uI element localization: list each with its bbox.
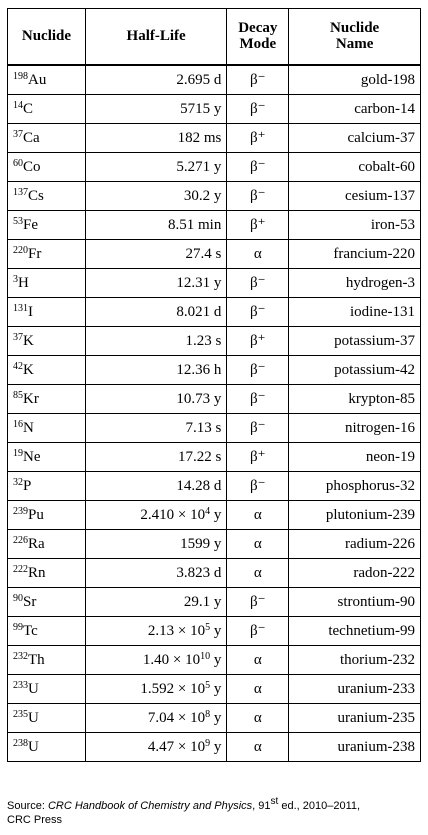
- half-life-exponent: 8: [205, 708, 211, 720]
- half-life-cell: [85, 298, 226, 327]
- table-row: [8, 95, 421, 124]
- table-row: [8, 240, 421, 269]
- decay-mode-cell: β⁻: [227, 356, 289, 385]
- nuclide-cell: [8, 356, 86, 385]
- table-row: [8, 211, 421, 240]
- nuclide-name-cell: uranium-233: [289, 675, 421, 704]
- table-row: [8, 65, 421, 95]
- half-life-value: 12.31 y: [176, 274, 222, 291]
- header-decay-mode-line2: Mode: [239, 35, 277, 52]
- half-life-cell: [85, 646, 226, 675]
- nuclide-name-cell: francium-220: [289, 240, 421, 269]
- decay-mode-cell: β⁻: [227, 588, 289, 617]
- table-row: [8, 559, 421, 588]
- nuclide-cell: [8, 617, 86, 646]
- table-header: [8, 9, 421, 66]
- decay-mode-cell: β⁺: [227, 211, 289, 240]
- table-row: [8, 385, 421, 414]
- mass-number: 14: [13, 99, 23, 111]
- half-life-cell: [85, 240, 226, 269]
- element-symbol: N: [23, 419, 34, 436]
- decay-mode-cell: β⁻: [227, 414, 289, 443]
- source-details: ed., 2010–2011,: [278, 800, 361, 812]
- nuclide-cell: [8, 240, 86, 269]
- mass-number: 222: [13, 563, 28, 575]
- half-life-cell: [85, 704, 226, 733]
- mass-number: 60: [13, 157, 23, 169]
- mass-number: 53: [13, 215, 23, 227]
- nuclide-cell: [8, 385, 86, 414]
- table-row: [8, 124, 421, 153]
- source-title: CRC Handbook of Chemistry and Physics: [47, 800, 253, 812]
- element-symbol: Rn: [28, 564, 46, 581]
- half-life-value: 5715 y: [180, 100, 222, 117]
- nuclide-name-cell: iron-53: [289, 211, 421, 240]
- half-life-cell: [85, 559, 226, 588]
- nuclide-name-cell: potassium-37: [289, 327, 421, 356]
- element-symbol: C: [23, 100, 34, 117]
- table-row: [8, 588, 421, 617]
- decay-mode-cell: α: [227, 559, 289, 588]
- element-symbol: H: [18, 274, 29, 291]
- half-life-value: 8.51 min: [167, 216, 222, 233]
- half-life-value: 12.36 h: [176, 361, 222, 378]
- half-life-value: 2.695 d: [176, 71, 222, 88]
- decay-mode-cell: β⁻: [227, 65, 289, 95]
- decay-mode-cell: β⁺: [227, 327, 289, 356]
- nuclide-cell: [8, 414, 86, 443]
- half-life-value: 3.823 d: [176, 564, 222, 581]
- half-life-exponent: 9: [205, 737, 211, 749]
- nuclide-name-cell: iodine-131: [289, 298, 421, 327]
- decay-mode-cell: β⁻: [227, 269, 289, 298]
- half-life-cell: [85, 182, 226, 211]
- element-symbol: Sr: [23, 593, 37, 610]
- half-life-cell: [85, 95, 226, 124]
- table-body: [8, 65, 421, 762]
- nuclide-cell: [8, 501, 86, 530]
- half-life-cell: [85, 124, 226, 153]
- mass-number: 198: [13, 70, 28, 82]
- half-life-cell: [85, 617, 226, 646]
- decay-mode-cell: α: [227, 733, 289, 762]
- header-nuclide-name-line1: Nuclide: [330, 19, 380, 36]
- half-life-value: 4.47 × 10: [147, 738, 206, 755]
- table-row: [8, 704, 421, 733]
- half-life-value: 29.1 y: [183, 593, 222, 610]
- table-row: [8, 443, 421, 472]
- element-symbol: Cs: [28, 187, 44, 204]
- mass-number: 32: [13, 476, 23, 488]
- nuclide-cell: [8, 124, 86, 153]
- element-symbol: Kr: [23, 390, 39, 407]
- mass-number: 233: [13, 679, 28, 691]
- element-symbol: Au: [28, 71, 47, 88]
- nuclide-cell: [8, 733, 86, 762]
- table-row: [8, 472, 421, 501]
- source-publisher: CRC Press: [7, 814, 63, 826]
- decay-mode-cell: β⁻: [227, 617, 289, 646]
- half-life-value: 5.271 y: [176, 158, 222, 175]
- mass-number: 3: [13, 273, 18, 285]
- nuclide-name-cell: nitrogen-16: [289, 414, 421, 443]
- half-life-cell: [85, 588, 226, 617]
- half-life-cell: [85, 269, 226, 298]
- table-row: [8, 414, 421, 443]
- half-life-value: 1.40 × 10: [142, 651, 201, 668]
- source-edition-suffix: st: [270, 796, 279, 807]
- mass-number: 90: [13, 592, 23, 604]
- source-prefix: Source:: [7, 800, 48, 812]
- decay-mode-cell: β⁺: [227, 124, 289, 153]
- mass-number: 37: [13, 128, 23, 140]
- nuclide-cell: [8, 588, 86, 617]
- half-life-value: 1.23 s: [185, 332, 222, 349]
- nuclide-cell: [8, 95, 86, 124]
- element-symbol: Th: [28, 651, 45, 668]
- decay-mode-cell: β⁻: [227, 385, 289, 414]
- table-row: [8, 675, 421, 704]
- element-symbol: Fe: [23, 216, 38, 233]
- mass-number: 16: [13, 418, 23, 430]
- nuclide-name-cell: uranium-238: [289, 733, 421, 762]
- decay-mode-cell: α: [227, 501, 289, 530]
- mass-number: 220: [13, 244, 28, 256]
- decay-mode-cell: β⁻: [227, 95, 289, 124]
- table-row: [8, 327, 421, 356]
- half-life-value: 7.04 × 10: [147, 709, 206, 726]
- half-life-value: 14.28 d: [176, 477, 222, 494]
- mass-number: 238: [13, 737, 28, 749]
- element-symbol: Ra: [28, 535, 45, 552]
- half-life-value: 182 ms: [177, 129, 222, 146]
- decay-mode-cell: α: [227, 704, 289, 733]
- mass-number: 99: [13, 621, 23, 633]
- nuclide-cell: [8, 443, 86, 472]
- nuclide-name-cell: radon-222: [289, 559, 421, 588]
- half-life-cell: [85, 501, 226, 530]
- half-life-cell: [85, 472, 226, 501]
- mass-number: 137: [13, 186, 28, 198]
- header-decay-mode-line1: Decay: [238, 19, 278, 36]
- decay-mode-cell: α: [227, 240, 289, 269]
- element-symbol: K: [23, 332, 34, 349]
- table-row: [8, 530, 421, 559]
- half-life-cell: [85, 530, 226, 559]
- mass-number: 42: [13, 360, 23, 372]
- half-life-value: 17.22 s: [177, 448, 222, 465]
- half-life-value: 2.13 × 10: [147, 622, 206, 639]
- nuclide-cell: [8, 472, 86, 501]
- half-life-value: 10.73 y: [176, 390, 222, 407]
- mass-number: 19: [13, 447, 23, 459]
- half-life-cell: [85, 356, 226, 385]
- half-life-cell: [85, 414, 226, 443]
- decay-mode-cell: β⁻: [227, 298, 289, 327]
- half-life-cell: [85, 327, 226, 356]
- header-nuclide: Nuclide: [8, 9, 86, 66]
- table-row: [8, 617, 421, 646]
- nuclide-name-cell: carbon-14: [289, 95, 421, 124]
- nuclide-name-cell: phosphorus-32: [289, 472, 421, 501]
- nuclide-cell: [8, 646, 86, 675]
- half-life-value: 2.410 × 10: [140, 506, 206, 523]
- half-life-exponent: 4: [205, 505, 211, 517]
- nuclide-cell: [8, 530, 86, 559]
- mass-number: 235: [13, 708, 28, 720]
- nuclide-name-cell: strontium-90: [289, 588, 421, 617]
- half-life-unit: y: [210, 709, 222, 726]
- nuclide-cell: [8, 704, 86, 733]
- table-row: [8, 733, 421, 762]
- nuclide-cell: [8, 65, 86, 95]
- mass-number: 131: [13, 302, 28, 314]
- nuclide-name-cell: radium-226: [289, 530, 421, 559]
- nuclide-name-cell: cesium-137: [289, 182, 421, 211]
- element-symbol: Ca: [23, 129, 40, 146]
- mass-number: 239: [13, 505, 28, 517]
- nuclide-cell: [8, 182, 86, 211]
- table-row: [8, 153, 421, 182]
- half-life-unit: y: [210, 622, 222, 639]
- header-decay-mode: [227, 9, 289, 66]
- element-symbol: U: [28, 709, 39, 726]
- half-life-cell: [85, 675, 226, 704]
- decay-mode-cell: β⁺: [227, 443, 289, 472]
- half-life-unit: y: [210, 506, 222, 523]
- decay-mode-cell: β⁻: [227, 472, 289, 501]
- table-row: [8, 501, 421, 530]
- nuclide-name-cell: plutonium-239: [289, 501, 421, 530]
- table-row: [8, 298, 421, 327]
- element-symbol: I: [28, 303, 33, 320]
- nuclide-cell: [8, 298, 86, 327]
- table-row: [8, 356, 421, 385]
- half-life-unit: y: [210, 680, 222, 697]
- element-symbol: K: [23, 361, 34, 378]
- element-symbol: Tc: [23, 622, 38, 639]
- element-symbol: U: [28, 738, 39, 755]
- nuclide-name-cell: hydrogen-3: [289, 269, 421, 298]
- half-life-unit: y: [210, 738, 222, 755]
- half-life-exponent: 5: [205, 621, 211, 633]
- decay-mode-cell: β⁻: [227, 153, 289, 182]
- element-symbol: Pu: [28, 506, 44, 523]
- nuclide-name-cell: potassium-42: [289, 356, 421, 385]
- header-nuclide-name: [289, 9, 421, 66]
- nuclide-name-cell: calcium-37: [289, 124, 421, 153]
- element-symbol: U: [28, 680, 39, 697]
- half-life-cell: [85, 733, 226, 762]
- source-edition: , 91: [252, 800, 271, 812]
- nuclide-cell: [8, 559, 86, 588]
- nuclide-name-cell: cobalt-60: [289, 153, 421, 182]
- nuclide-cell: [8, 153, 86, 182]
- nuclide-name-cell: technetium-99: [289, 617, 421, 646]
- half-life-value: 27.4 s: [185, 245, 222, 262]
- header-half-life: Half-Life: [85, 9, 226, 66]
- nuclide-name-cell: gold-198: [289, 65, 421, 95]
- element-symbol: Ne: [23, 448, 41, 465]
- half-life-value: 30.2 y: [183, 187, 222, 204]
- mass-number: 85: [13, 389, 23, 401]
- half-life-value: 1.592 × 10: [140, 680, 206, 697]
- half-life-exponent: 10: [200, 650, 211, 662]
- nuclide-name-cell: krypton-85: [289, 385, 421, 414]
- table-row: [8, 269, 421, 298]
- nuclide-name-cell: neon-19: [289, 443, 421, 472]
- half-life-exponent: 5: [205, 679, 211, 691]
- mass-number: 37: [13, 331, 23, 343]
- nuclide-cell: [8, 269, 86, 298]
- source-note: [7, 796, 421, 827]
- element-symbol: Fr: [28, 245, 42, 262]
- half-life-value: 1599 y: [180, 535, 222, 552]
- nuclide-table: [7, 8, 421, 762]
- half-life-cell: [85, 443, 226, 472]
- half-life-unit: y: [210, 651, 222, 668]
- nuclide-cell: [8, 675, 86, 704]
- decay-mode-cell: α: [227, 530, 289, 559]
- element-symbol: P: [23, 477, 32, 494]
- element-symbol: Co: [23, 158, 41, 175]
- decay-mode-cell: α: [227, 646, 289, 675]
- half-life-cell: [85, 65, 226, 95]
- decay-mode-cell: β⁻: [227, 182, 289, 211]
- table-row: [8, 646, 421, 675]
- half-life-cell: [85, 153, 226, 182]
- mass-number: 226: [13, 534, 28, 546]
- half-life-value: 7.13 s: [185, 419, 222, 436]
- half-life-cell: [85, 385, 226, 414]
- header-nuclide-name-line2: Name: [335, 35, 374, 52]
- nuclide-name-cell: thorium-232: [289, 646, 421, 675]
- header-row: [8, 9, 421, 66]
- decay-mode-cell: α: [227, 675, 289, 704]
- nuclide-cell: [8, 327, 86, 356]
- nuclide-name-cell: uranium-235: [289, 704, 421, 733]
- mass-number: 232: [13, 650, 28, 662]
- half-life-cell: [85, 211, 226, 240]
- half-life-value: 8.021 d: [176, 303, 222, 320]
- nuclide-cell: [8, 211, 86, 240]
- table-row: [8, 182, 421, 211]
